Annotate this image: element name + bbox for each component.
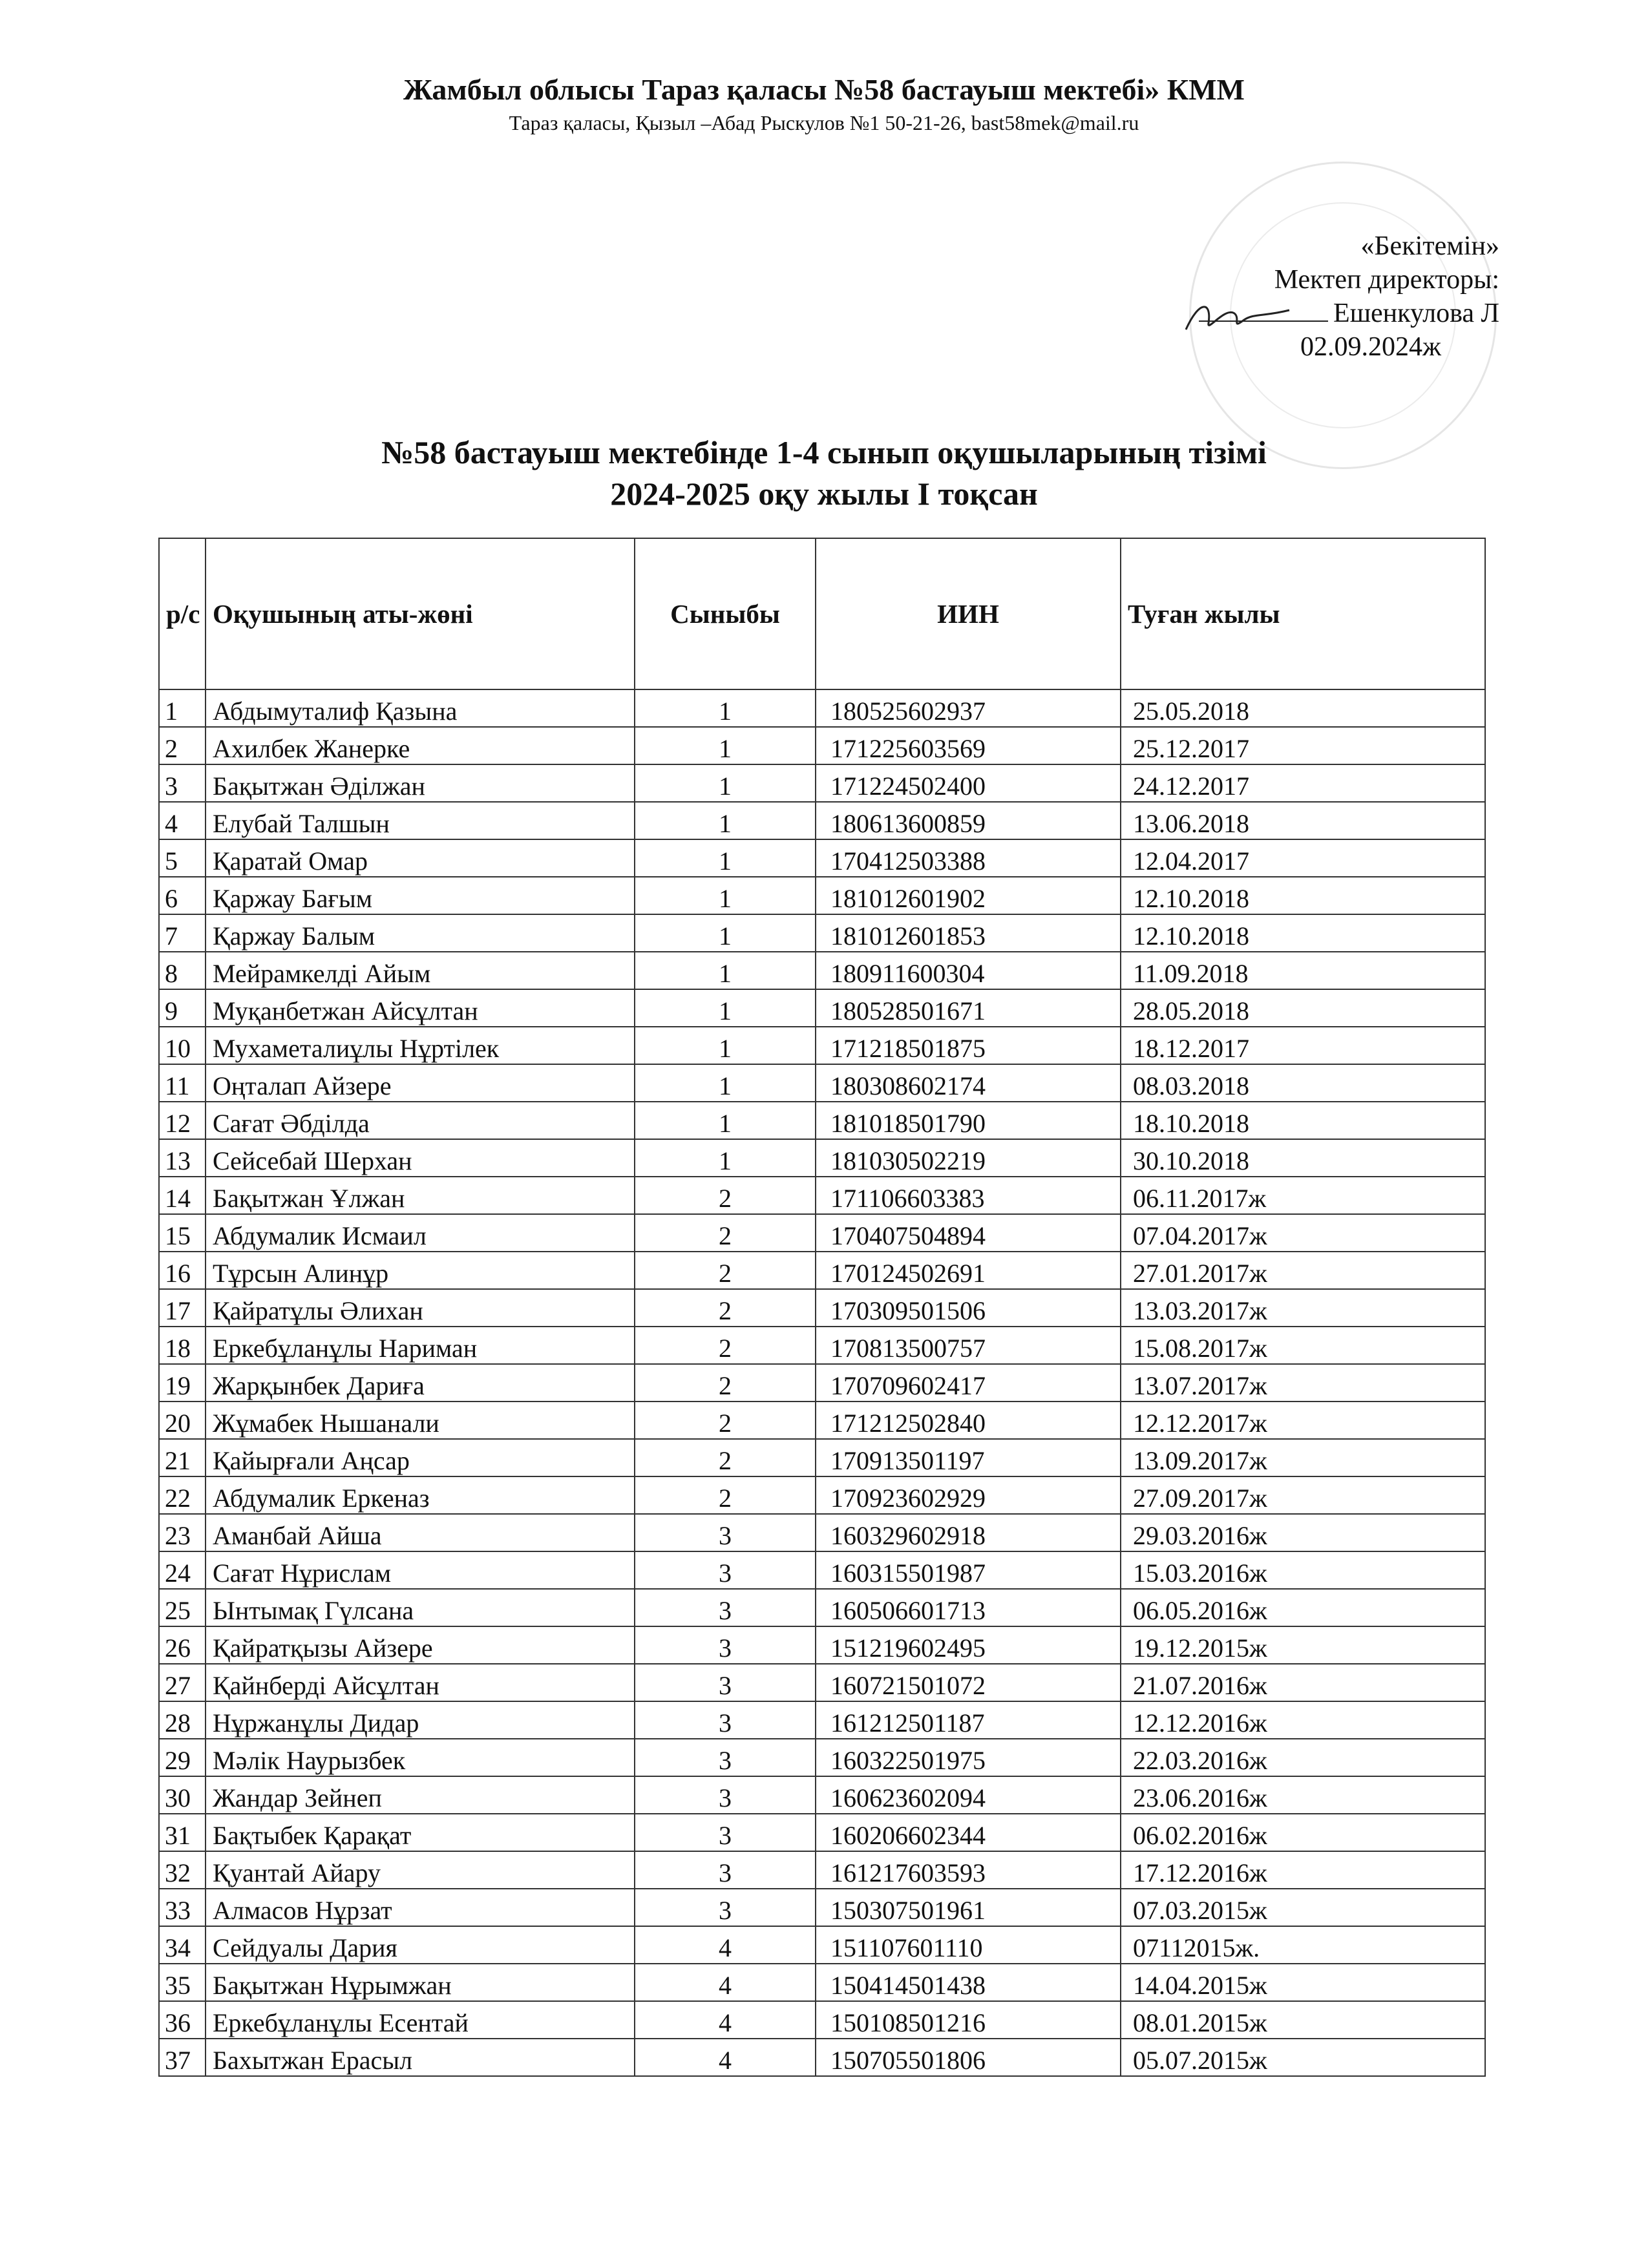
student-name: Еркебұланұлы Нариман — [206, 1327, 635, 1364]
student-name: Бахытжан Ерасыл — [206, 2039, 635, 2076]
student-iin: 151219602495 — [816, 1626, 1121, 1664]
table-row — [159, 1177, 1485, 1214]
student-name: Қаржау Бағым — [206, 877, 635, 914]
table-row — [159, 1252, 1485, 1289]
row-number: 25 — [159, 1589, 206, 1626]
student-class: 1 — [635, 1027, 816, 1064]
student-class: 1 — [635, 764, 816, 802]
table-row — [159, 1589, 1485, 1626]
header-class: Сыныбы — [635, 538, 816, 689]
student-iin: 170124502691 — [816, 1252, 1121, 1289]
student-class: 1 — [635, 727, 816, 764]
table-row — [159, 764, 1485, 802]
student-class: 1 — [635, 989, 816, 1027]
student-name: Нұржанұлы Дидар — [206, 1701, 635, 1739]
table-row — [159, 914, 1485, 952]
row-number: 14 — [159, 1177, 206, 1214]
student-iin: 150414501438 — [816, 1964, 1121, 2001]
student-birth-date: 25.05.2018 — [1121, 689, 1485, 727]
student-class: 3 — [635, 1739, 816, 1776]
row-number: 7 — [159, 914, 206, 952]
table-header-row — [159, 538, 1485, 689]
student-birth-date: 30.10.2018 — [1121, 1139, 1485, 1177]
student-class: 3 — [635, 1776, 816, 1814]
title-line-1: №58 бастауыш мектебінде 1-4 сынып оқушыларының тізімі — [381, 434, 1267, 470]
student-class: 2 — [635, 1252, 816, 1289]
student-iin: 160206602344 — [816, 1814, 1121, 1851]
table-row — [159, 839, 1485, 877]
student-iin: 181012601902 — [816, 877, 1121, 914]
student-class: 2 — [635, 1364, 816, 1402]
student-iin: 160315501987 — [816, 1551, 1121, 1589]
row-number: 11 — [159, 1064, 206, 1102]
organization-title: Жамбыл облысы Тараз қаласы №58 бастауыш мектебі» КММ — [403, 73, 1245, 106]
student-name: Сейсебай Шерхан — [206, 1139, 635, 1177]
student-name: Сағат Әбділда — [206, 1102, 635, 1139]
student-iin: 160721501072 — [816, 1664, 1121, 1701]
student-class: 1 — [635, 1064, 816, 1102]
row-number: 19 — [159, 1364, 206, 1402]
student-class: 1 — [635, 1102, 816, 1139]
row-number: 6 — [159, 877, 206, 914]
student-class: 3 — [635, 1889, 816, 1926]
row-number: 32 — [159, 1851, 206, 1889]
table-row — [159, 1364, 1485, 1402]
student-class: 3 — [635, 1701, 816, 1739]
student-iin: 180525602937 — [816, 689, 1121, 727]
student-iin: 170923602929 — [816, 1476, 1121, 1514]
row-number: 35 — [159, 1964, 206, 2001]
student-birth-date: 27.01.2017ж — [1121, 1252, 1485, 1289]
student-class: 2 — [635, 1177, 816, 1214]
table-row — [159, 1776, 1485, 1814]
student-iin: 160623602094 — [816, 1776, 1121, 1814]
student-class: 1 — [635, 1139, 816, 1177]
student-iin: 151107601110 — [816, 1926, 1121, 1964]
row-number: 1 — [159, 689, 206, 727]
student-name: Жұмабек Нышанали — [206, 1402, 635, 1439]
student-birth-date: 13.06.2018 — [1121, 802, 1485, 839]
student-name: Абдумалик Исмаил — [206, 1214, 635, 1252]
student-birth-date: 05.07.2015ж — [1121, 2039, 1485, 2076]
student-name: Мәлік Наурызбек — [206, 1739, 635, 1776]
student-iin: 161212501187 — [816, 1701, 1121, 1739]
student-class: 1 — [635, 802, 816, 839]
student-class: 3 — [635, 1551, 816, 1589]
table-row — [159, 1439, 1485, 1476]
student-class: 1 — [635, 877, 816, 914]
student-class: 3 — [635, 1589, 816, 1626]
student-name: Қаратай Омар — [206, 839, 635, 877]
row-number: 34 — [159, 1926, 206, 1964]
row-number: 12 — [159, 1102, 206, 1139]
student-class: 2 — [635, 1439, 816, 1476]
student-name: Ынтымақ Гүлсана — [206, 1589, 635, 1626]
row-number: 24 — [159, 1551, 206, 1589]
student-name: Қайратұлы Әлихан — [206, 1289, 635, 1327]
row-number: 17 — [159, 1289, 206, 1327]
student-birth-date: 25.12.2017 — [1121, 727, 1485, 764]
student-birth-date: 06.02.2016ж — [1121, 1814, 1485, 1851]
student-birth-date: 19.12.2015ж — [1121, 1626, 1485, 1664]
row-number: 13 — [159, 1139, 206, 1177]
table-row — [159, 2039, 1485, 2076]
row-number: 37 — [159, 2039, 206, 2076]
student-birth-date: 08.01.2015ж — [1121, 2001, 1485, 2039]
student-iin: 150108501216 — [816, 2001, 1121, 2039]
student-iin: 161217603593 — [816, 1851, 1121, 1889]
student-class: 2 — [635, 1476, 816, 1514]
row-number: 22 — [159, 1476, 206, 1514]
student-name: Бақытжан Әділжан — [206, 764, 635, 802]
row-number: 3 — [159, 764, 206, 802]
student-name: Мухаметалиұлы Нұртілек — [206, 1027, 635, 1064]
director-name: Ешенкулова Л — [1333, 299, 1499, 328]
student-class: 4 — [635, 1926, 816, 1964]
student-class: 2 — [635, 1402, 816, 1439]
student-class: 1 — [635, 689, 816, 727]
table-row — [159, 1102, 1485, 1139]
student-iin: 171224502400 — [816, 764, 1121, 802]
row-number: 21 — [159, 1439, 206, 1476]
table-row — [159, 1926, 1485, 1964]
table-row — [159, 877, 1485, 914]
table-row — [159, 1514, 1485, 1551]
student-birth-date: 13.09.2017ж — [1121, 1439, 1485, 1476]
student-birth-date: 12.12.2017ж — [1121, 1402, 1485, 1439]
student-class: 3 — [635, 1626, 816, 1664]
row-number: 9 — [159, 989, 206, 1027]
student-iin: 170813500757 — [816, 1327, 1121, 1364]
table-row — [159, 1327, 1485, 1364]
student-iin: 180613600859 — [816, 802, 1121, 839]
student-birth-date: 28.05.2018 — [1121, 989, 1485, 1027]
student-birth-date: 18.10.2018 — [1121, 1102, 1485, 1139]
student-iin: 150307501961 — [816, 1889, 1121, 1926]
table-row — [159, 1476, 1485, 1514]
student-birth-date: 17.12.2016ж — [1121, 1851, 1485, 1889]
table-row — [159, 2001, 1485, 2039]
approval-date: 02.09.2024ж — [1300, 332, 1441, 362]
student-birth-date: 12.10.2018 — [1121, 877, 1485, 914]
row-number: 23 — [159, 1514, 206, 1551]
student-iin: 150705501806 — [816, 2039, 1121, 2076]
student-birth-date: 07.03.2015ж — [1121, 1889, 1485, 1926]
student-iin: 180528501671 — [816, 989, 1121, 1027]
student-name: Тұрсын Алинұр — [206, 1252, 635, 1289]
student-iin: 171218501875 — [816, 1027, 1121, 1064]
student-name: Мейрамкелді Айым — [206, 952, 635, 989]
table-row — [159, 1889, 1485, 1926]
table-row — [159, 1964, 1485, 2001]
table-row — [159, 1214, 1485, 1252]
student-birth-date: 27.09.2017ж — [1121, 1476, 1485, 1514]
student-class: 4 — [635, 2039, 816, 2076]
student-birth-date: 11.09.2018 — [1121, 952, 1485, 989]
student-iin: 170407504894 — [816, 1214, 1121, 1252]
row-number: 10 — [159, 1027, 206, 1064]
student-name: Қуантай Айару — [206, 1851, 635, 1889]
table-row — [159, 1027, 1485, 1064]
student-class: 4 — [635, 2001, 816, 2039]
row-number: 8 — [159, 952, 206, 989]
student-birth-date: 21.07.2016ж — [1121, 1664, 1485, 1701]
student-name: Аманбай Айша — [206, 1514, 635, 1551]
student-name: Абдумалик Еркеназ — [206, 1476, 635, 1514]
student-name: Ахилбек Жанерке — [206, 727, 635, 764]
table-row — [159, 1064, 1485, 1102]
row-number: 36 — [159, 2001, 206, 2039]
student-birth-date: 15.08.2017ж — [1121, 1327, 1485, 1364]
student-name: Қайратқызы Айзере — [206, 1626, 635, 1664]
student-birth-date: 07112015ж. — [1121, 1926, 1485, 1964]
table-row — [159, 1739, 1485, 1776]
header-birth-date: Туған жылы — [1121, 538, 1485, 689]
student-name: Еркебұланұлы Есентай — [206, 2001, 635, 2039]
student-class: 3 — [635, 1814, 816, 1851]
row-number: 30 — [159, 1776, 206, 1814]
table-row — [159, 1289, 1485, 1327]
approval-position: Мектеп директоры: — [1274, 265, 1499, 295]
student-iin: 160322501975 — [816, 1739, 1121, 1776]
student-iin: 181012601853 — [816, 914, 1121, 952]
student-class: 1 — [635, 952, 816, 989]
student-birth-date: 23.06.2016ж — [1121, 1776, 1485, 1814]
table-row — [159, 952, 1485, 989]
student-name: Оңталап Айзере — [206, 1064, 635, 1102]
row-number: 16 — [159, 1252, 206, 1289]
row-number: 18 — [159, 1327, 206, 1364]
student-birth-date: 13.03.2017ж — [1121, 1289, 1485, 1327]
title-line-2: 2024-2025 оқу жылы І тоқсан — [610, 476, 1038, 512]
approval-heading: «Бекітемін» — [1360, 231, 1499, 261]
student-class: 1 — [635, 839, 816, 877]
student-iin: 171225603569 — [816, 727, 1121, 764]
student-class: 1 — [635, 914, 816, 952]
header-number: р/с — [159, 538, 206, 689]
table-row — [159, 1814, 1485, 1851]
row-number: 29 — [159, 1739, 206, 1776]
student-name: Қайырғали Аңсар — [206, 1439, 635, 1476]
row-number: 27 — [159, 1664, 206, 1701]
student-birth-date: 15.03.2016ж — [1121, 1551, 1485, 1589]
student-name: Елубай Талшын — [206, 802, 635, 839]
student-name: Бақытжан Ұлжан — [206, 1177, 635, 1214]
table-row — [159, 1139, 1485, 1177]
student-name: Абдымуталиф Қазына — [206, 689, 635, 727]
student-iin: 160506601713 — [816, 1589, 1121, 1626]
student-iin: 160329602918 — [816, 1514, 1121, 1551]
student-birth-date: 13.07.2017ж — [1121, 1364, 1485, 1402]
student-iin: 171106603383 — [816, 1177, 1121, 1214]
student-birth-date: 24.12.2017 — [1121, 764, 1485, 802]
student-name: Қаржау Балым — [206, 914, 635, 952]
student-name: Бақтыбек Қарақат — [206, 1814, 635, 1851]
table-row — [159, 689, 1485, 727]
student-name: Сағат Нұрислам — [206, 1551, 635, 1589]
row-number: 2 — [159, 727, 206, 764]
student-name: Жандар Зейнеп — [206, 1776, 635, 1814]
student-birth-date: 12.12.2016ж — [1121, 1701, 1485, 1739]
student-birth-date: 29.03.2016ж — [1121, 1514, 1485, 1551]
student-birth-date: 12.04.2017 — [1121, 839, 1485, 877]
student-name: Муқанбетжан Айсұлтан — [206, 989, 635, 1027]
table-row — [159, 1551, 1485, 1589]
document-title — [0, 432, 1648, 514]
student-birth-date: 22.03.2016ж — [1121, 1739, 1485, 1776]
student-iin: 171212502840 — [816, 1402, 1121, 1439]
table-row — [159, 1664, 1485, 1701]
student-class: 2 — [635, 1289, 816, 1327]
row-number: 28 — [159, 1701, 206, 1739]
row-number: 5 — [159, 839, 206, 877]
table-row — [159, 989, 1485, 1027]
student-iin: 170709602417 — [816, 1364, 1121, 1402]
table-row — [159, 1701, 1485, 1739]
table-row — [159, 1402, 1485, 1439]
student-iin: 180308602174 — [816, 1064, 1121, 1102]
student-birth-date: 14.04.2015ж — [1121, 1964, 1485, 2001]
row-number: 20 — [159, 1402, 206, 1439]
row-number: 15 — [159, 1214, 206, 1252]
student-name: Бақытжан Нұрымжан — [206, 1964, 635, 2001]
student-name: Жарқынбек Дариға — [206, 1364, 635, 1402]
student-iin: 181030502219 — [816, 1139, 1121, 1177]
row-number: 31 — [159, 1814, 206, 1851]
student-iin: 170913501197 — [816, 1439, 1121, 1476]
table-row — [159, 1626, 1485, 1664]
student-name: Сейдуалы Дария — [206, 1926, 635, 1964]
student-iin: 170412503388 — [816, 839, 1121, 877]
student-birth-date: 18.12.2017 — [1121, 1027, 1485, 1064]
student-iin: 180911600304 — [816, 952, 1121, 989]
row-number: 33 — [159, 1889, 206, 1926]
student-class: 3 — [635, 1514, 816, 1551]
student-iin: 170309501506 — [816, 1289, 1121, 1327]
student-class: 2 — [635, 1327, 816, 1364]
row-number: 4 — [159, 802, 206, 839]
table-row — [159, 802, 1485, 839]
header-iin: ИИН — [816, 538, 1121, 689]
row-number: 26 — [159, 1626, 206, 1664]
student-name: Алмасов Нұрзат — [206, 1889, 635, 1926]
signature-icon — [1179, 294, 1296, 339]
student-class: 4 — [635, 1964, 816, 2001]
table-row — [159, 1851, 1485, 1889]
student-name: Қайнберді Айсұлтан — [206, 1664, 635, 1701]
header-student-name: Оқушының аты-жөні — [206, 538, 635, 689]
student-class: 3 — [635, 1851, 816, 1889]
student-class: 2 — [635, 1214, 816, 1252]
student-iin: 181018501790 — [816, 1102, 1121, 1139]
table-row — [159, 727, 1485, 764]
student-birth-date: 07.04.2017ж — [1121, 1214, 1485, 1252]
student-birth-date: 12.10.2018 — [1121, 914, 1485, 952]
student-birth-date: 06.05.2016ж — [1121, 1589, 1485, 1626]
organization-address: Тараз қаласы, Қызыл –Абад Рыскулов №1 50-21-26, bast58mek@mail.ru — [509, 111, 1139, 134]
student-class: 3 — [635, 1664, 816, 1701]
student-birth-date: 08.03.2018 — [1121, 1064, 1485, 1102]
students-table — [158, 538, 1486, 2077]
student-birth-date: 06.11.2017ж — [1121, 1177, 1485, 1214]
